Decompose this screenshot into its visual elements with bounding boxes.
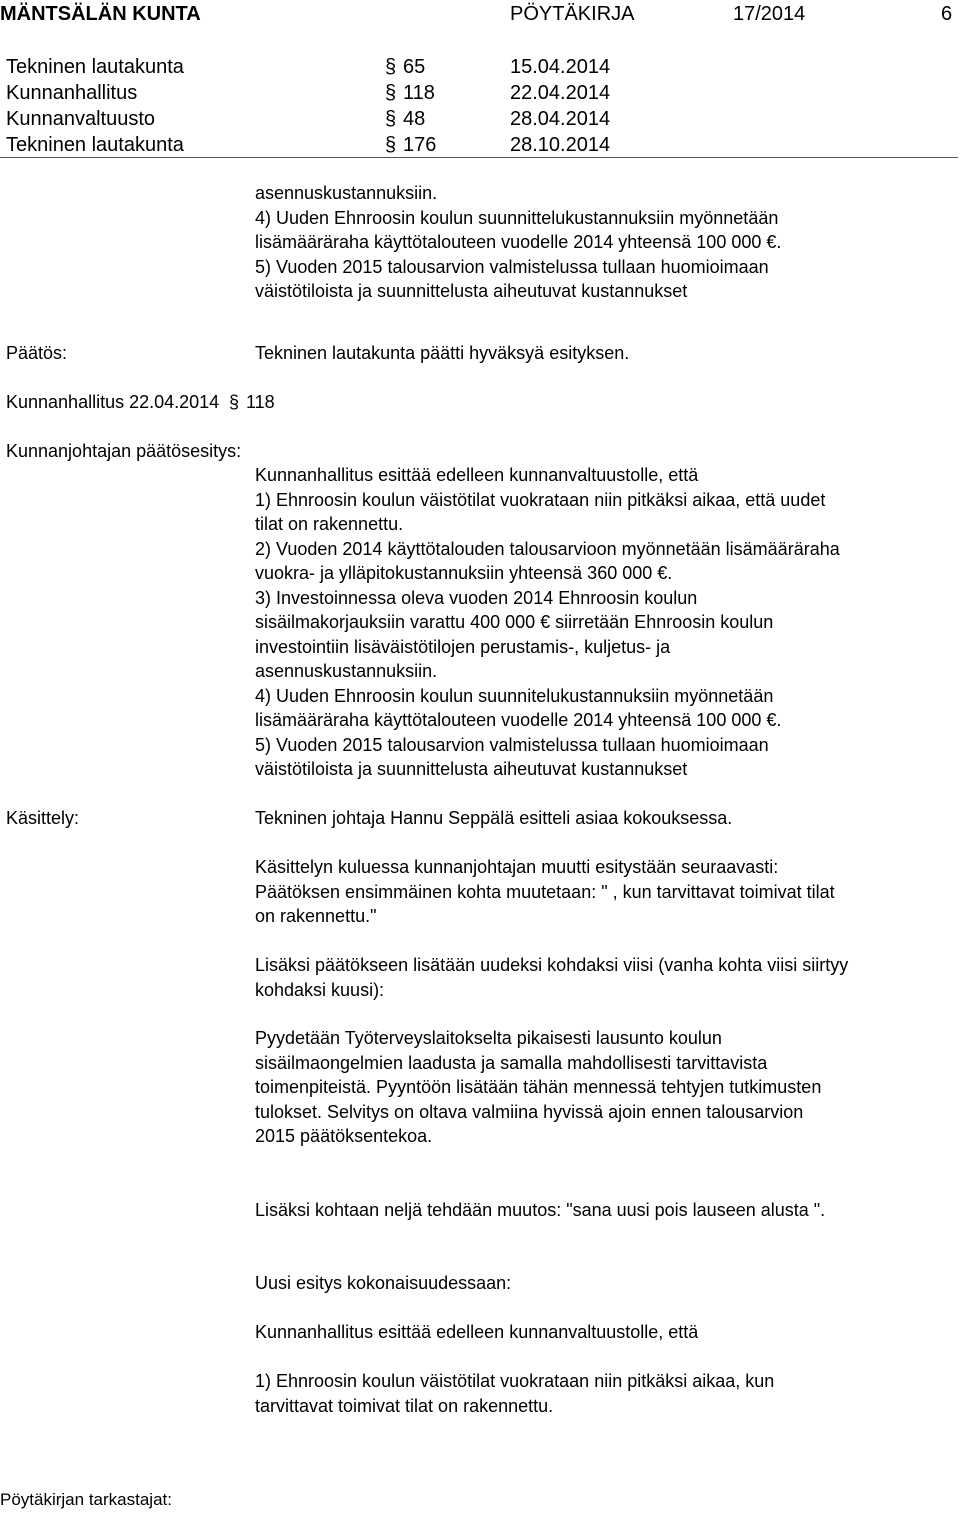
text-line: vuokra- ja ylläpitokustannuksiin yhteensä 360 000 €. [255, 563, 673, 583]
header-row-body: Tekninen lautakunta [6, 134, 184, 156]
text-line: Kunnanhallitus esittää edelleen kunnanvaltuustolle, että [255, 1322, 699, 1342]
header-row-date: 28.10.2014 [510, 134, 611, 156]
continued-text [255, 181, 781, 304]
text-line: tarvittavat toimivat tilat on rakennettu. [255, 1395, 554, 1416]
header-row-body: Kunnanvaltuusto [6, 108, 156, 130]
text-line: 5) Vuoden 2015 talousarvion valmistelussa tullaan huomioimaan [255, 734, 769, 755]
paragraph [255, 1026, 821, 1149]
text-line: 2015 päätöksentekoa. [255, 1126, 433, 1146]
paragraph [255, 1369, 774, 1418]
text-line: 4) Uuden Ehnroosin koulun suunnitelukustannuksiin myönnetään [255, 685, 774, 706]
text-line: asennuskustannuksiin. [255, 183, 438, 203]
section-icon: § [229, 392, 240, 412]
text-line: Kunnanhallitus esittää edelleen kunnanvaltuustolle, että [255, 465, 699, 485]
text-line: kohdaksi kuusi): [255, 979, 385, 1000]
handling-text: Tekninen johtaja Hannu Seppälä esitteli asiaa kokouksessa. [255, 808, 733, 828]
text-line: toimenpiteistä. Pyyntöön lisätään tähän mennessä tehtyjen tutkimusten [255, 1077, 822, 1097]
header-row-number: 48 [403, 108, 426, 130]
header-row-number: 65 [403, 56, 426, 78]
text-line: sisäilmakorjauksiin varattu 400 000 € siirretään Ehnroosin koulun [255, 612, 774, 632]
handling-label: Käsittely: [6, 808, 80, 828]
board-heading-number: 118 [246, 392, 275, 412]
text-line: 2) Vuoden 2014 käyttötalouden talousarvioon myönnetään lisämääräraha [255, 538, 840, 559]
text-line: on rakennettu." [255, 906, 377, 926]
section-icon: § [385, 134, 397, 156]
text-line: 5) Vuoden 2015 talousarvion valmistelussa tullaan huomioimaan [255, 256, 769, 277]
header-row-number: 176 [403, 134, 437, 156]
header-divider [0, 157, 958, 158]
text-line: Lisäksi päätökseen lisätään uudeksi kohdaksi viisi (vanha kohta viisi siirtyy [255, 955, 849, 975]
text-line: Lisäksi kohtaan neljä tehdään muutos: "sana uusi pois lauseen alusta ". [255, 1200, 826, 1220]
text-line: Uusi esitys kokonaisuudessaan: [255, 1273, 512, 1293]
text-line: 3) Investoinnessa oleva vuoden 2014 Ehnroosin koulun [255, 587, 698, 608]
proposal-label: Kunnanjohtajan päätösesitys: [6, 441, 242, 461]
decision-label: Päätös: [6, 343, 68, 363]
header-row-date: 22.04.2014 [510, 82, 611, 104]
header-row-date: 15.04.2014 [510, 56, 611, 78]
text-line: asennuskustannuksiin. [255, 661, 438, 681]
text-line: lisämääräraha käyttötalouteen vuodelle 2014 yhteensä 100 000 €. [255, 232, 782, 252]
organization-name: MÄNTSÄLÄN KUNTA [0, 3, 201, 25]
proposal-text [255, 463, 840, 782]
text-line: Päätöksen ensimmäinen kohta muutetaan: " , kun tarvittavat toimivat tilat [255, 881, 835, 902]
board-heading: Kunnanhallitus 22.04.2014 [6, 392, 220, 412]
text-line: 1) Ehnroosin koulun väistötilat vuokrataan niin pitkäksi aikaa, kun [255, 1371, 775, 1391]
paragraph [255, 953, 848, 1002]
section-icon: § [385, 108, 397, 130]
document-number: 17/2014 [733, 3, 806, 25]
header-row-body: Tekninen lautakunta [6, 56, 184, 78]
text-line: Käsittelyn kuluessa kunnanjohtajan muutti esitystään seuraavasti: [255, 857, 779, 877]
paragraph [255, 855, 835, 929]
paragraph [255, 1271, 511, 1296]
text-line: lisämääräraha käyttötalouteen vuodelle 2014 yhteensä 100 000 €. [255, 710, 782, 730]
section-icon: § [385, 82, 397, 104]
footer-label: Pöytäkirjan tarkastajat: [0, 1490, 172, 1509]
text-line: väistötiloista ja suunnittelusta aiheutuvat kustannukset [255, 759, 688, 779]
text-line: tulokset. Selvitys on oltava valmiina hyvissä ajoin ennen talousarvion [255, 1101, 804, 1122]
header-row-date: 28.04.2014 [510, 108, 611, 130]
decision-text: Tekninen lautakunta päätti hyväksyä esityksen. [255, 343, 630, 363]
text-line: Pyydetään Työterveyslaitokselta pikaisesti lausunto koulun [255, 1028, 722, 1048]
document-type: PÖYTÄKIRJA [510, 3, 635, 25]
text-line: investointiin lisäväistötilojen perustamis-, kuljetus- ja [255, 636, 671, 657]
page-number: 6 [941, 3, 953, 25]
text-line: sisäilmaongelmien laadusta ja samalla mahdollisesti tarvittavista [255, 1052, 768, 1073]
header-row-number: 118 [403, 82, 435, 104]
header-row-body: Kunnanhallitus [6, 82, 138, 104]
text-line: tilat on rakennettu. [255, 514, 404, 534]
text-line: 4) Uuden Ehnroosin koulun suunnittelukustannuksiin myönnetään [255, 207, 779, 228]
paragraph [255, 1198, 825, 1223]
text-line: väistötiloista ja suunnittelusta aiheutuvat kustannukset [255, 281, 688, 301]
paragraph [255, 1320, 698, 1345]
text-line: 1) Ehnroosin koulun väistötilat vuokrataan niin pitkäksi aikaa, että uudet [255, 489, 826, 510]
section-icon: § [385, 56, 397, 78]
